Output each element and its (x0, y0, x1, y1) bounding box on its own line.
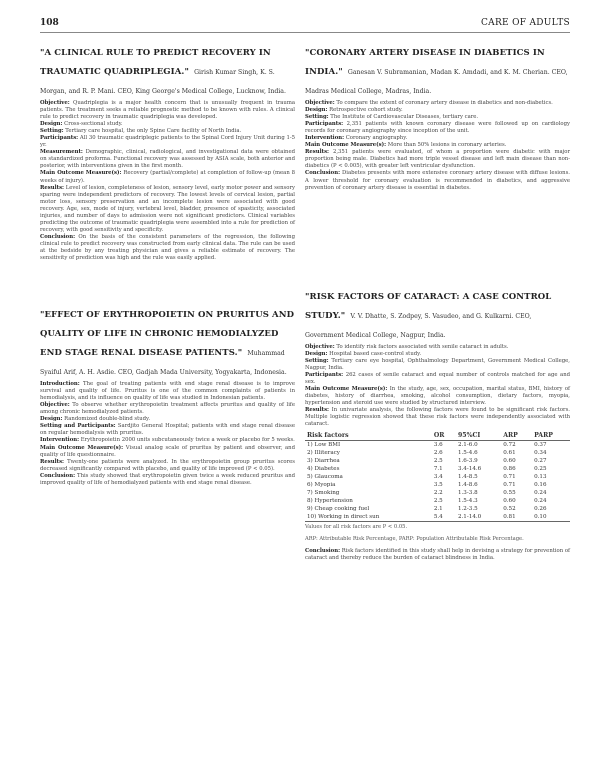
section-label: Results: (40, 458, 65, 465)
section-label: Participants: (305, 371, 344, 378)
abstract-paragraph: Intervention: Erythropoietin 2000 units subcutaneously twice a week or placebo for 5 weeks. (40, 437, 295, 444)
table-cell: 2.2 (433, 489, 443, 496)
table-cell: 0.52 (503, 505, 516, 512)
section-label: Setting and Participants: (40, 423, 116, 430)
table-row (305, 449, 570, 457)
table-cell: 2) Illiteracy (307, 449, 340, 456)
table-cell: 2.5 (433, 457, 443, 464)
section-label: Measurement: (40, 149, 83, 156)
abstract-title: "EFFECT OF ERYTHROPOIETIN ON PRURITUS AND QUALITY OF LIFE IN CHRONIC HEMODIALYZED END STAGE RENAL DISEASE PATIENTS." (40, 310, 295, 359)
table-footnote: Values for all risk factors are P < 0.05. (305, 524, 408, 531)
abstract-paragraph: Objective: To observe whether erythropoietin treatment affects pruritus and quality of life among chronic hemodialyzed patients. (40, 402, 295, 416)
section-label: Results: (305, 149, 330, 156)
abstract-erythropoietin (40, 302, 295, 487)
abstract-paragraph: Conclusion: Risk factors identified in this study shall help in devising a strategy for prevention of cataract and thereby reduce the burden of cataract blindness in India. (305, 547, 570, 561)
table-cell: 0.24 (534, 497, 547, 504)
abstract-paragraph: Objective: Quadriplegia is a major health concern that is unusually frequent in trauma patients. The treatment seeks a reliable prognostic method to be known with rules. A clinical rule to predict recovery in traumatic quadriplegia was developed. (40, 100, 295, 121)
column-header: 95%CI (456, 431, 501, 441)
section-label: Objective: (305, 343, 335, 350)
abstract-paragraph: Conclusion: On the basis of the consistent parameters of the regression, the following clinical rule to predict recovery was constructed from early clinical data. The rule can be used at the bedside by any treating physician and gives a reliable estimate of recovery. The sensitivity of prediction was high and the rule was easily applied. (40, 233, 295, 262)
abstract-authors: V. V. Dhatte, S. Zodpey, S. Vasudeo, and G. Kulkarni. CEO, Government Medical College, Nagpur, India. (305, 312, 532, 339)
table-cell: 2.1-6.0 (457, 441, 478, 448)
abstract-paragraph: Participants: All 30 traumatic quadriplegic patients to the Spinal Cord Injury Unit during 1-5 yr. (40, 135, 295, 149)
section-label: Conclusion: (305, 547, 341, 554)
table-cell: 5.4 (432, 513, 456, 522)
table-footnote: ARP: Attributable Risk Percentage, PARP: Population Attributable Risk Percentage. (305, 535, 524, 542)
table-cell: 0.24 (534, 489, 547, 496)
abstract-paragraph: Setting: Tertiary care eye hospital, Ophthalmology Department, Government Medical College, Nagpur, India. (305, 357, 570, 371)
abstract-title: "CORONARY ARTERY DISEASE IN DIABETICS IN INDIA." (305, 48, 545, 77)
abstract-paragraph: Results: 2,351 patients were evaluated, of whom a proportion were diabetic with major proportion being male. Diabetics had more triple vessel disease and left main disease than non-diabetics (P < 0.005), with greater left ventricular dysfunction. (305, 149, 570, 170)
table-cell: 0.25 (534, 465, 547, 472)
table-cell: 0.55 (503, 489, 516, 496)
table-cell: 2.5 (433, 497, 443, 504)
abstract-paragraph: Objective: To compare the extent of coronary artery disease in diabetics and non-diabetics. (305, 100, 553, 106)
table-cell: 0.71 (503, 481, 516, 488)
table-row (305, 473, 570, 481)
table-cell: 1.3-3.8 (457, 489, 478, 496)
section-label: Main Outcome Measure(s): (40, 170, 122, 177)
table-cell: 3.4 (433, 473, 443, 480)
abstract-paragraph: Measurement: Demographic, clinical, radiological, and investigational data were obtained on standardized proforma. Functional recovery was assessed by ASIA scale, both anterior and posterior, with interventions given in the first month. (40, 149, 295, 170)
table-cell: 1.6-3.9 (457, 457, 478, 464)
abstract-paragraph: Objective: To identify risk factors associated with senile cataract in adults. (305, 343, 509, 350)
table-cell: 0.60 (503, 497, 516, 504)
table-cell: 0.27 (534, 457, 547, 464)
section-label: Design: (305, 350, 328, 357)
section-label: Design: (305, 107, 328, 114)
abstract-paragraph: Setting: The Institute of Cardiovascular Diseases, tertiary care. (305, 114, 479, 121)
abstract-paragraph: Participants: 262 cases of senile cataract and equal number of controls matched for age and sex. (305, 371, 570, 385)
section-label: Main Outcome Measure(s): (305, 385, 388, 392)
left-column (40, 40, 295, 487)
section-label: Intervention: (40, 437, 80, 444)
abstract-coronary (305, 40, 570, 192)
section-label: Objective: (40, 402, 70, 409)
section-label: Objective: (305, 100, 335, 106)
section-label: Design: (40, 416, 63, 423)
table-row (305, 505, 570, 513)
table-row (305, 497, 570, 505)
abstract-authors: Muhammad Syaiful Arif, A. H. Asdie. CEO, Gadjah Mada University, Yogyakarta, Indonesia. (40, 350, 287, 377)
table-cell: 6) Myopia (307, 481, 336, 488)
table-cell: 2.1 (433, 505, 443, 512)
abstract-paragraph: Results: Twenty-one patients were analyzed. In the erythropoietin group pruritus scores decreased significantly compared with placebo, and quality of life improved (P < 0.05). (40, 458, 295, 472)
abstract-paragraph: Results: Level of lesion, completeness of lesion, sensory level, early motor power and sensory sparing were independent predictors of recovery. The lowest levels of cervical lesion, partial motor loss, sensory preservation and an incomplete lesion were associated with good recovery. Age, sex, mode of injury, vertebral level, bladder, presence of spasticity, associated injuries, and number of days to admission were not significant predictors. Clinical variables predicting the outcome of traumatic quadriplegia were assembled into a rule for prediction of recovery, with good sensitivity and specificity. (40, 184, 295, 233)
table-row (305, 513, 570, 522)
abstract-paragraph: Participants: 2,351 patients with known coronary disease were followed up on cardiology records for coronary angiography since inception of the unit. (305, 121, 570, 135)
table-cell: 2.1-14.0 (456, 513, 501, 522)
risk-factors-table (305, 431, 570, 522)
table-cell: 0.13 (534, 473, 547, 480)
table-row (305, 465, 570, 473)
abstract-paragraph: Design: Retrospective cohort study. (305, 107, 403, 114)
abstract-paragraph: Conclusion: Diabetes presents with more extensive coronary artery disease with diffuse lesions. A lower threshold for coronary evaluation is recommended in diabetics, and aggressive prevention of coronary artery disease is essential in diabetes. (305, 170, 570, 191)
table-cell: 3.4-14.6 (457, 465, 482, 472)
section-label: Setting: (305, 357, 329, 364)
section-label: Conclusion: (305, 170, 341, 177)
table-cell: 0.81 (501, 513, 532, 522)
table-cell: 4) Diabetes (307, 465, 340, 472)
journal-section-title: CARE OF ADULTS (481, 18, 570, 28)
section-label: Setting: (305, 114, 329, 121)
table-row (305, 457, 570, 465)
abstract-paragraph: Design: Randomized double-blind study. (40, 416, 151, 423)
abstract-paragraph: Setting and Participants: Sardjito General Hospital; patients with end stage renal disease on regular hemodialysis with pruritus. (40, 423, 295, 437)
table-cell: 1.2-3.5 (457, 505, 478, 512)
table-row (305, 481, 570, 489)
table-cell: 3) Diarrhea (307, 457, 340, 464)
table-cell: 0.72 (503, 441, 516, 448)
table-cell: 0.37 (534, 441, 547, 448)
table-cell: 1.5-4.6 (457, 449, 478, 456)
table-cell: 1.5-4.3 (457, 497, 478, 504)
section-label: Setting: (40, 128, 64, 135)
abstract-paragraph: Conclusion: This study showed that erythropoietin given twice a week reduced pruritus and improved quality of life of hemodialyzed patients with end stage renal disease. (40, 472, 295, 486)
section-label: Main Outcome Measure(s): (40, 444, 124, 451)
table-row (305, 489, 570, 497)
column-header: ARP (501, 431, 532, 441)
section-label: Results: (40, 184, 65, 191)
table-cell: 0.26 (534, 505, 547, 512)
abstract-paragraph: Design: Cross-sectional study. (40, 121, 123, 128)
table-cell: 0.86 (503, 465, 516, 472)
abstract-cataract (305, 284, 570, 562)
table-cell: 2.6 (433, 449, 443, 456)
abstract-paragraph: Main Outcome Measure(s): In the study, age, sex, occupation, marital status, BMI, history of diabetes, history of diarrhea, smoking, alcohol consumption, dietary factors, myopia, hypertension and steroid use were studied by structured interview. (305, 385, 570, 406)
abstract-title: "A CLINICAL RULE TO PREDICT RECOVERY IN TRAUMATIC QUADRIPLEGIA." (40, 48, 271, 77)
table-cell: 0.10 (532, 513, 570, 522)
abstract-paragraph: Design: Hospital based case-control study. (305, 350, 422, 357)
section-label: Objective: (40, 100, 70, 106)
abstract-paragraph: Results: In univariate analysis, the following factors were found to be significant risk factors. Multiple logistic regression showed that these risk factors were independently associated with cataract. (305, 407, 570, 428)
section-label: Results: (305, 407, 330, 414)
abstract-paragraph: Main Outcome Measure(s): More than 50% lesions in coronary arteries. (305, 142, 507, 149)
column-header: PARP (532, 431, 570, 441)
abstract-paragraph: Introduction: The goal of treating patients with end stage renal disease is to improve survival and quality of life. Pruritus is one of the common complaints of patients in hemodialysis, and its influence on quality of life was studied in Indonesian patients. (40, 381, 295, 402)
abstract-title: "RISK FACTORS OF CATARACT: A CASE CONTROL STUDY." (305, 291, 552, 321)
table-body (305, 441, 570, 522)
table-cell: 5) Glaucoma (307, 473, 343, 480)
abstract-quadriplegia (40, 40, 295, 262)
page-number: 108 (40, 18, 59, 28)
table-cell: 1.4-8.5 (457, 473, 478, 480)
abstract-authors: Girish Kumar Singh, K. S. Morgan, and R. P. Mani. CEO, King George's Medical College, Lucknow, India. (40, 69, 286, 95)
table-cell: 10) Working in direct sun (305, 513, 432, 522)
abstract-paragraph: Intervention: Coronary angiography. (305, 135, 408, 142)
table-cell: 3.5 (433, 481, 443, 488)
table-cell: 1.4-8.6 (457, 481, 478, 488)
section-label: Participants: (305, 121, 344, 128)
table-cell: 7) Smoking (307, 489, 340, 496)
table-header-row (305, 431, 570, 441)
table-cell: 0.34 (534, 449, 547, 456)
abstract-paragraph: Setting: Tertiary care hospital, the only Spine Care facility of North India. (40, 128, 242, 135)
table-cell: 0.71 (503, 473, 516, 480)
table-cell: 0.60 (503, 457, 516, 464)
table-cell: 9) Cheap cooking fuel (307, 505, 370, 512)
section-label: Conclusion: (40, 472, 76, 479)
abstract-paragraph: Main Outcome Measure(s): Recovery (partial/complete) at completion of follow-up (mean 8 weeks of injury). (40, 170, 295, 184)
section-label: Main Outcome Measure(s): (305, 142, 387, 149)
right-column (305, 40, 570, 562)
column-header: OR (432, 431, 456, 441)
running-head (40, 18, 570, 33)
section-label: Conclusion: (40, 233, 76, 240)
abstract-authors: Ganesan V. Subramanian, Madan K. Amdadi, and K. M. Cherian. CEO, Madras Medical College, Madras, India. (305, 69, 568, 95)
section-label: Intervention: (305, 135, 345, 142)
table-row (305, 441, 570, 450)
section-label: Introduction: (40, 381, 80, 388)
table-cell: 3.6 (433, 441, 443, 448)
table-cell: 0.16 (534, 481, 547, 488)
table-cell: 0.61 (503, 449, 516, 456)
table-cell: 8) Hypertension (307, 497, 353, 504)
table-cell: 1) Low BMI (307, 441, 341, 448)
section-label: Design: (40, 121, 63, 128)
column-header: Risk factors (305, 431, 432, 441)
section-label: Participants: (40, 135, 79, 142)
table-cell: 7.1 (433, 465, 443, 472)
abstract-paragraph: Main Outcome Measure(s): Visual analog scale of pruritus by patient and observer, and quality of life questionnaire. (40, 444, 295, 458)
